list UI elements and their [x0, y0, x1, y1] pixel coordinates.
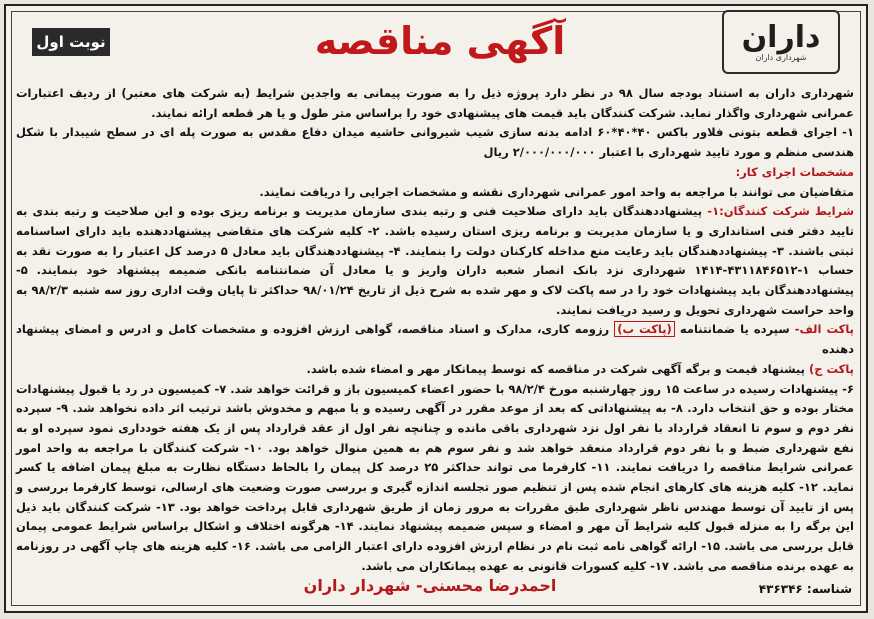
specs-heading: مشخصات اجرای کار: — [735, 164, 854, 179]
packet-c-label: پاکت ج) — [808, 361, 854, 376]
reference-value: ۴۳۶۳۴۶ — [758, 582, 803, 596]
packet-c-text: پیشنهاد قیمت و برگه آگهی شرکت در مناقصه که توسط پیمانکار مهر و امضاء شده باشد. — [306, 361, 805, 376]
round-badge: نوبت اول — [32, 28, 110, 56]
conditions-block — [16, 202, 854, 320]
conditions-paragraph: پیشنهاددهندگان باید دارای صلاحیت فنی و رتبه بندی سازمان مدیریت و برنامه ریزی بوده و این صلاحیت و رتبه بندی به تایید دفتر فنی استانداری و یا سازمان مدیریت و برنامه ریزی استان رسیده باشد. ۲- کلیه شرکت های متقاضی پیشنهاددهنده باید دارای اساسنامه ثبتی باشند. ۳- پیشنهاددهندگان باید رعایت منع مداخله کارکنان دولت را بنمایند. ۴- پیشنهاددهندگان باید معادل ۵ درصد کل اعتبار را به صورت نقد به حساب ۱-۴۳۱۱۸۴۶۵۱۲-۱۴۱۴ شهرداری نزد بانک انصار شعبه داران واریز و یا معادل آن ضمانتنامه بانکی ضمیمه پیشنهاد خود بنمایند. ۵- پیشنهاددهندگان باید پیشنهادات خود را در سه پاکت لاک و مهر شده به شرح ذیل از تاریخ ۹۸/۰۱/۲۴ حداکثر تا پایان وقت اداری روز سه شنبه ۹۸/۲/۳ به واحد حراست شهرداری تحویل و رسید دریافت نمایند. — [16, 204, 855, 317]
conditions-heading: شرایط شرکت کنندگان: — [719, 204, 854, 219]
packet-a-text: سپرده یا ضمانتنامه — [679, 322, 790, 337]
terms-paragraph: ۶- پیشنهادات رسیده در ساعت ۱۵ روز چهارشنبه مورخ ۹۸/۲/۴ با حضور اعضاء کمیسیون باز و قرائت خواهد شد. ۷- کمیسیون در رد یا قبول پیشنهادات مختار بوده و حق انتخاب دارد. ۸- به پیشنهاداتی که بعد از موعد مقرر در آگهی رسیده و یا مبهم و مخدوش باشد ترتیب اثر داده نخواهد شد. ۹- سپرده نفر دوم و سوم تا انعقاد قرارداد با نفر اول نزد شهرداری باقی مانده و چنانچه نفر اول از عقد قرارداد پس از یک هفته خودداری نمود سپرده او به نفع شهرداری ضبط و با نفر دوم قرارداد منعقد خواهد شد و نفر سوم هم به همین منوال خواهد بود. ۱۰- شرکت کنندگان با مراجعه به واحد امور عمرانی شرایط مناقصه را دریافت نمایند. ۱۱- کارفرما می تواند حداکثر ۲۵ درصد کل پیمان را بالحاظ دستگاه نظارت به مبلغ پیمان اضافه یا کسر نماید. ۱۲- کلیه هزینه های کارهای انجام شده پس از تنظیم صور تجلسه اندازه گیری و بررسی صورت وضعیت های ارسالی، توسط کارفرما بررسی و پس از تایید آن توسط مهندس ناظر شهرداری طبق مقررات به مرور زمان از طریق شهرداری قابل پرداخت خواهد بود. ۱۳- شرکت کنندگان باید ذیل این برگه را به منزله قبول کلیه شرایط آن مهر و امضاء و سپس ضمیمه پیشنهاد نمایند. ۱۴- هرگونه اختلاف و اشکال براساس شرایط عمومی پیمان قابل بررسی می باشد. ۱۵- ارائه گواهی نامه ثبت نام در نظام ارزش افزوده دارای اعتبار الزامی می باشد. ۱۶- کلیه هزینه های چاپ آگهی در روزنامه به عهده برنده مناقصه می باشد. ۱۷- کلیه کسورات قانونی به عهده پیمانکاران می باشد. — [16, 381, 855, 573]
packet-b-label: (پاکت ب) — [614, 321, 675, 337]
signature: احمدرضا محسنی- شهردار داران — [303, 576, 557, 595]
logo-text: داران — [741, 19, 821, 55]
conditions-number: ۱- — [707, 204, 720, 219]
packet-b-text: رزومه کاری، مدارک و اسناد مناقصه، گواهی ارزش افزوده و مشخصات کامل و ادرس و امضای پیشنهاد دهنده — [16, 322, 854, 357]
logo-subtitle: شهرداری داران — [755, 52, 807, 62]
item-1-paragraph: ۱- اجرای قطعه بتونی فلاور باکس ۴۰*۴۰*۶۰ ادامه بدنه سازی شیب شیروانی حاشیه میدان دفاع مقدس به صورت پله ای در سطح شیبدار با شکل هندسی منظم و مورد تایید شهرداری با اعتبار ۲/۰۰۰/۰۰۰/۰۰۰ ریال — [16, 125, 854, 160]
reference-label: شناسه: — [806, 582, 852, 596]
reference-id — [759, 582, 852, 602]
notice-body — [16, 84, 854, 578]
intro-paragraph: شهرداری داران به استناد بودجه سال ۹۸ در نظر دارد پروژه ذیل را به صورت پیمانی به واجدین شرایط (به شرکت های معتبر) از ردیف اعتبارات عمرانی شهرداری واگذار نماید. شرکت کنندگان باید قیمت های پیشنهادی خود را براساس متر طول و یا هر قطعه ارائه نمایند. — [16, 86, 854, 120]
packet-c-block — [16, 360, 854, 380]
packet-ab-block — [16, 320, 854, 359]
municipality-logo — [722, 10, 840, 74]
specs-paragraph: متقاضیان می توانند با مراجعه به واحد امور عمرانی شهرداری نقشه و مشخصات اجرایی را دریافت نمایند. — [259, 184, 854, 199]
packet-a-label: پاکت الف- — [794, 322, 854, 337]
page-title: آگهی مناقصه — [314, 19, 566, 63]
